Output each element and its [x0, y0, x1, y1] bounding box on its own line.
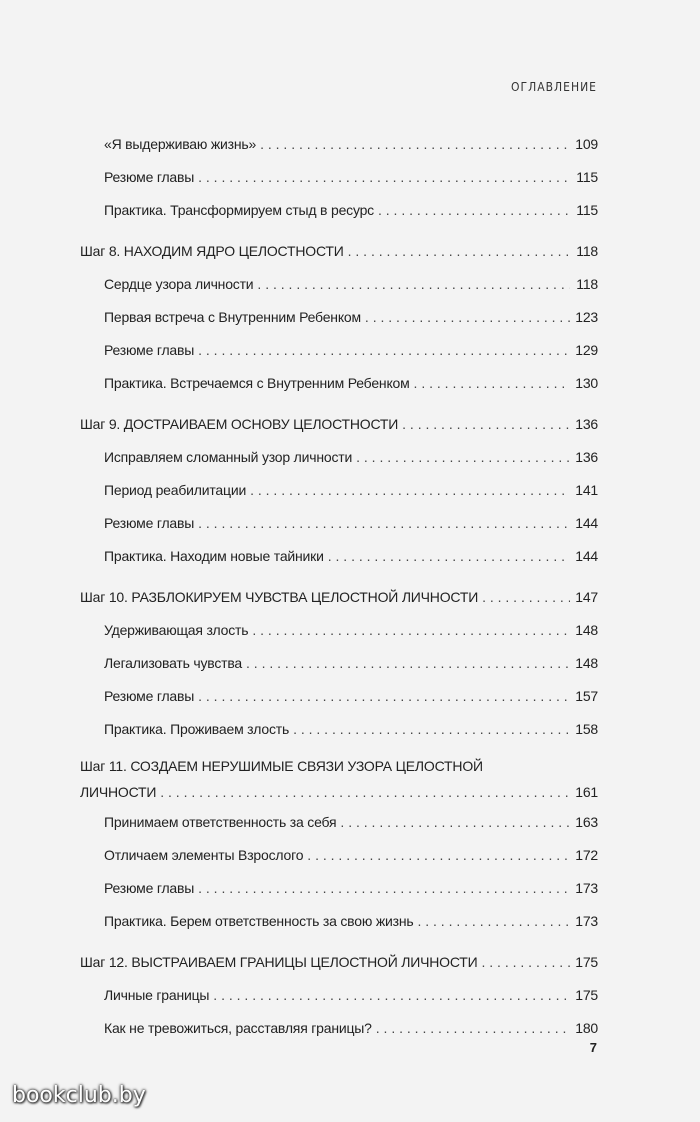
- toc-entry-page: 118: [576, 276, 598, 292]
- toc-entry-page: 180: [575, 1020, 598, 1036]
- toc-entry-page: 109: [575, 136, 598, 152]
- toc-section-entry: [80, 540, 598, 573]
- toc-leader-dots: [160, 778, 570, 806]
- toc-entry-title: Период реабилитации: [104, 482, 247, 498]
- toc-entry-title: Практика. Находим новые тайники: [104, 548, 324, 564]
- toc-section-entry: [80, 872, 598, 905]
- toc-section-entry: [80, 474, 598, 507]
- toc-entry-title: Сердце узора личности: [104, 276, 254, 292]
- watermark-logo: bookclub.by: [12, 1083, 146, 1108]
- toc-leader-dots: [198, 680, 570, 713]
- toc-entry-title: Первая встреча с Внутренним Ребенком: [104, 309, 361, 325]
- toc-section-entry: [80, 334, 598, 367]
- toc-section-entry: [80, 507, 598, 540]
- toc-entry-page: 147: [575, 589, 598, 605]
- toc-leader-dots: [482, 946, 571, 979]
- toc-entry-title: Личные границы: [104, 987, 210, 1003]
- toc-entry-title: «Я выдерживаю жизнь»: [104, 136, 257, 152]
- toc-leader-dots: [198, 872, 570, 905]
- toc-entry-title: Удерживающая злость: [104, 622, 249, 638]
- toc-leader-dots: [198, 507, 570, 540]
- toc-section-entry: [80, 441, 598, 474]
- toc-entry-page: 130: [575, 375, 598, 391]
- toc-entry-page: 173: [575, 880, 598, 896]
- toc-section-entry: [80, 979, 598, 1012]
- toc-leader-dots: [328, 540, 570, 573]
- toc-section-entry: [80, 614, 598, 647]
- toc-entry-page: 173: [575, 913, 598, 929]
- toc-leader-dots: [198, 161, 570, 194]
- toc-section-entry: [80, 128, 598, 161]
- toc-entry-page: 141: [575, 482, 598, 498]
- toc-leader-dots: [348, 235, 570, 268]
- toc-chapter-title-line1: Шаг 11. СОЗДАЕМ НЕРУШИМЫЕ СВЯЗИ УЗОРА ЦЕЛОСТНОЙ: [80, 758, 483, 774]
- toc-section-entry: [80, 905, 598, 938]
- toc-leader-dots: [307, 839, 570, 872]
- toc-leader-dots: [198, 334, 570, 367]
- toc-chapter-entry: [80, 408, 598, 441]
- toc-leader-dots: [376, 1012, 570, 1045]
- toc-section-entry: [80, 806, 598, 839]
- toc-chapter-entry: [80, 946, 598, 979]
- toc-entry-title: Как не тревожиться, расставляя границы?: [104, 1020, 372, 1036]
- toc-entry-title: Принимаем ответственность за себя: [104, 814, 337, 830]
- toc-leader-dots: [365, 301, 570, 334]
- toc-leader-dots: [246, 647, 570, 680]
- toc-section-entry: [80, 839, 598, 872]
- toc-entry-page: 136: [575, 416, 598, 432]
- toc-leader-dots: [293, 713, 570, 746]
- toc-entry-page: 129: [575, 342, 598, 358]
- toc-leader-dots: [402, 408, 570, 441]
- toc-entry-page: 123: [575, 309, 598, 325]
- toc-entry-title: Резюме главы: [104, 169, 195, 185]
- toc-leader-dots: [378, 194, 570, 227]
- toc-leader-dots: [213, 979, 570, 1012]
- toc-entry-title: Шаг 8. НАХОДИМ ЯДРО ЦЕЛОСТНОСТИ: [80, 243, 344, 259]
- table-of-contents: [80, 128, 598, 1045]
- toc-entry-title: ЛИЧНОСТИ: [80, 784, 157, 800]
- toc-entry-title: Резюме главы: [104, 688, 195, 704]
- toc-leader-dots: [414, 367, 570, 400]
- toc-entry-title: Отличаем элементы Взрослого: [104, 847, 304, 863]
- toc-entry-title: Практика. Берем ответственность за свою жизнь: [104, 913, 414, 929]
- toc-section-entry: [80, 194, 598, 227]
- toc-entry-page: 118: [576, 243, 598, 259]
- toc-entry-page: 115: [576, 169, 598, 185]
- toc-entry-title: Шаг 12. ВЫСТРАИВАЕМ ГРАНИЦЫ ЦЕЛОСТНОЙ ЛИЧНОСТИ: [80, 954, 478, 970]
- toc-entry-page: 175: [575, 954, 598, 970]
- toc-section-entry: [80, 268, 598, 301]
- toc-section-entry: [80, 367, 598, 400]
- running-header: ОГЛАВЛЕНИЕ: [511, 80, 597, 94]
- toc-entry-title: Практика. Трансформируем стыд в ресурс: [104, 202, 374, 218]
- toc-entry-page: 175: [575, 987, 598, 1003]
- toc-section-entry: [80, 301, 598, 334]
- toc-chapter-entry: [80, 581, 598, 614]
- toc-entry-title: Легализовать чувства: [104, 655, 243, 671]
- toc-entry-title: Резюме главы: [104, 342, 195, 358]
- toc-entry-page: 144: [575, 515, 598, 531]
- toc-chapter-entry: [80, 754, 598, 806]
- toc-section-entry: [80, 1012, 598, 1045]
- toc-section-entry: [80, 161, 598, 194]
- toc-entry-title: Практика. Проживаем злость: [104, 721, 290, 737]
- page-number: 7: [589, 1040, 597, 1055]
- toc-leader-dots: [257, 268, 570, 301]
- toc-entry-page: 148: [575, 655, 598, 671]
- toc-leader-dots: [356, 441, 570, 474]
- toc-leader-dots: [250, 474, 570, 507]
- toc-entry-title: Практика. Встречаемся с Внутренним Ребенком: [104, 375, 410, 391]
- toc-section-entry: [80, 680, 598, 713]
- toc-leader-dots: [260, 128, 570, 161]
- toc-entry-title: Резюме главы: [104, 880, 195, 896]
- toc-leader-dots: [482, 581, 570, 614]
- toc-leader-dots: [252, 614, 570, 647]
- toc-entry-page: 144: [575, 548, 598, 564]
- toc-leader-dots: [417, 905, 570, 938]
- toc-entry-page: 158: [575, 721, 598, 737]
- toc-entry-page: 157: [575, 688, 598, 704]
- toc-entry-page: 163: [575, 814, 598, 830]
- toc-leader-dots: [340, 806, 570, 839]
- toc-entry-page: 136: [575, 449, 598, 465]
- toc-entry-page: 172: [575, 847, 598, 863]
- toc-chapter-title-line2: [80, 778, 598, 806]
- toc-entry-title: Шаг 9. ДОСТРАИВАЕМ ОСНОВУ ЦЕЛОСТНОСТИ: [80, 416, 399, 432]
- toc-entry-page: 161: [575, 784, 598, 800]
- toc-chapter-entry: [80, 235, 598, 268]
- toc-section-entry: [80, 647, 598, 680]
- toc-section-entry: [80, 713, 598, 746]
- toc-entry-title: Резюме главы: [104, 515, 195, 531]
- toc-entry-title: Исправляем сломанный узор личности: [104, 449, 353, 465]
- toc-entry-title: Шаг 10. РАЗБЛОКИРУЕМ ЧУВСТВА ЦЕЛОСТНОЙ ЛИЧНОСТИ: [80, 589, 479, 605]
- toc-entry-page: 115: [576, 202, 598, 218]
- toc-entry-page: 148: [575, 622, 598, 638]
